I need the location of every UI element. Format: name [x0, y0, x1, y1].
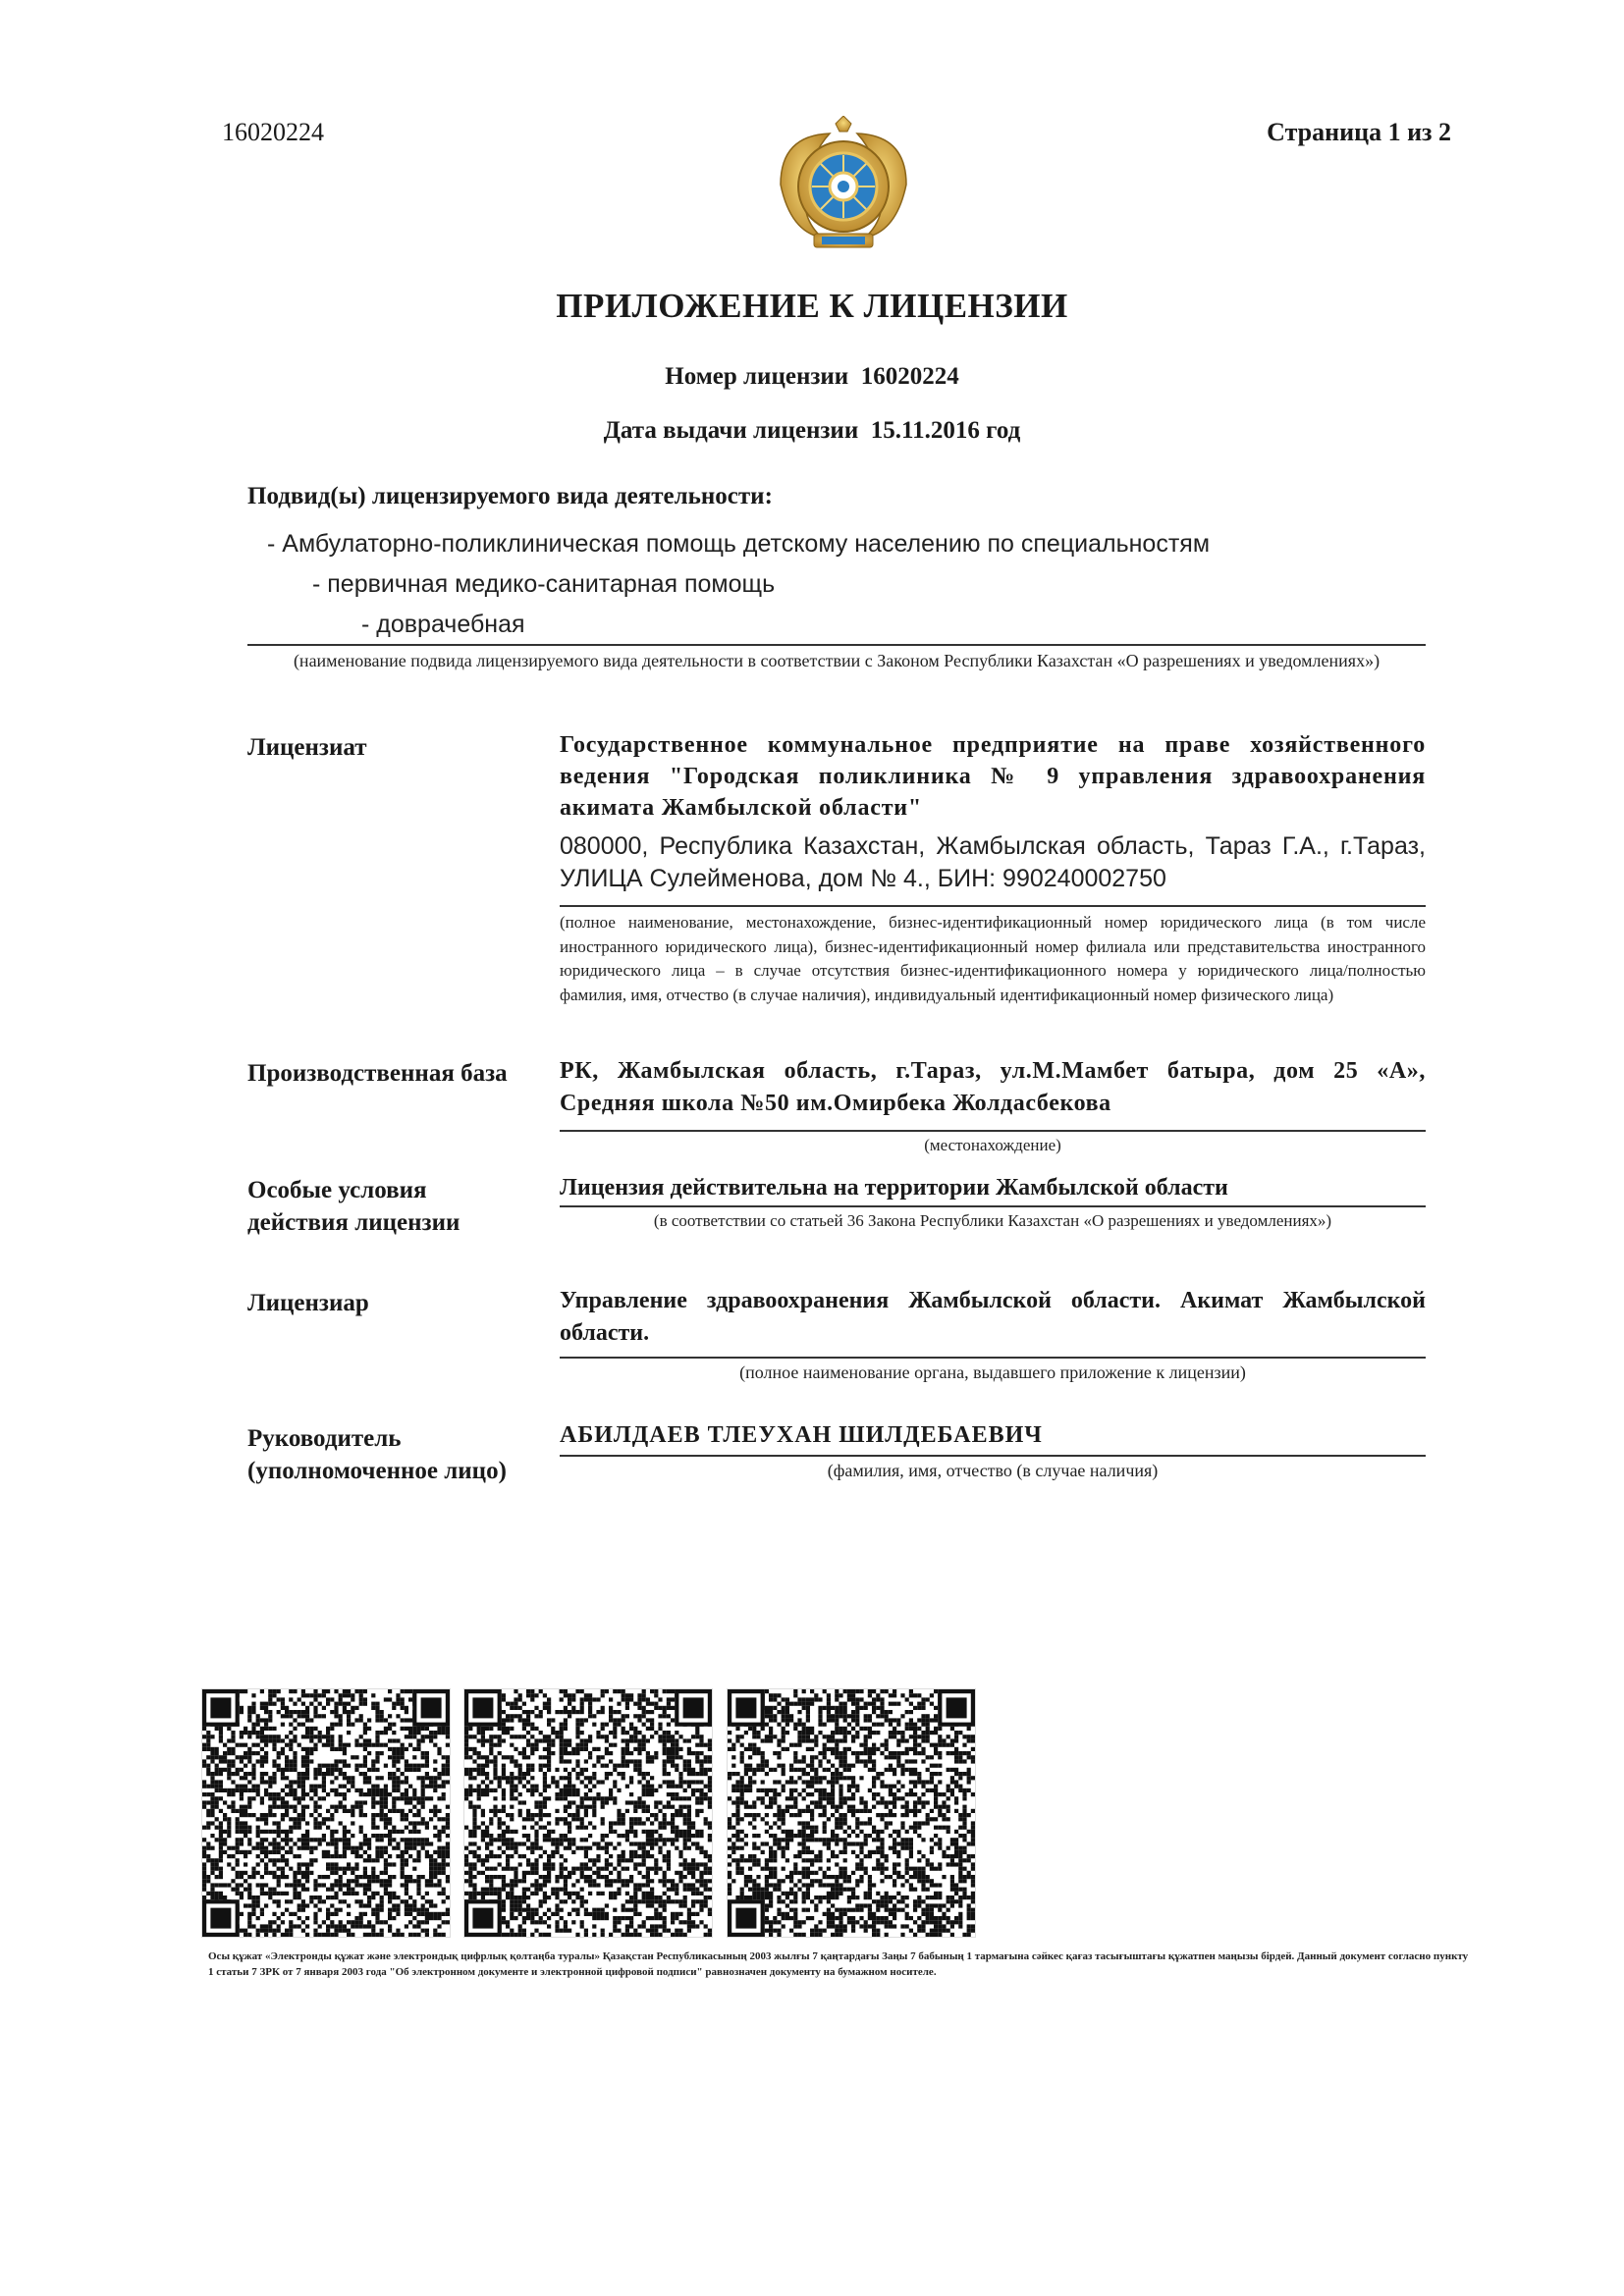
divider: [560, 1357, 1426, 1359]
licensee-name: Государственное коммунальное предприятие на праве хозяйственного ведения "Городская поликлиника № 9 управления здравоохранения акимата Жамбылской области": [560, 732, 1426, 821]
head-label-line2: (уполномоченное лицо): [247, 1458, 507, 1484]
production-base-label: Производственная база: [247, 1060, 508, 1087]
licensor-label: Лицензиар: [247, 1290, 369, 1316]
subtype-item: - Амбулаторно-поликлиническая помощь детскому населению по специальностям: [267, 530, 1211, 558]
license-number-line: [0, 363, 1624, 391]
production-base-caption: (местонахождение): [924, 1136, 1061, 1154]
kazakhstan-emblem-icon: [771, 116, 916, 261]
qr-code-icon: [727, 1688, 976, 1938]
qr-code-icon: [463, 1688, 713, 1938]
subtype-item: - первичная медико-санитарная помощь: [312, 570, 776, 598]
license-number-label: Номер лицензии: [665, 363, 849, 390]
document-number: 16020224: [222, 118, 324, 146]
special-conditions-label-line1: Особые условия: [247, 1177, 427, 1203]
footnote: Осы құжат «Электронды құжат және электрондық цифрлық қолтаңба туралы» Қазақстан Республикасының 2003 жылғы 7 қаңтардағы Заңы 7 бабының 1 тармағына сәйкес қағаз тасығыштағы құжатпен маңызы бірдей. Данный документ согласно пункту 1 статьи 7 ЗРК от 7 января 2003 года "Об электронном документе и электронной цифровой подписи" равнозначен документу на бумажном носителе.: [208, 1950, 1469, 1978]
page-indicator: Страница 1 из 2: [1267, 118, 1451, 146]
license-date-value: 15.11.2016 год: [870, 417, 1021, 444]
subtypes-heading: Подвид(ы) лицензируемого вида деятельности:: [247, 483, 773, 509]
special-conditions-label: [247, 1174, 460, 1239]
licensee-caption: (полное наименование, местонахождение, бизнес-идентификационный номер юридического лица (в том числе иностранного юридического лица), бизнес-идентификационный номер филиала или представительства иностранного юридического лица – в случае отсутствия бизнес-идентификационного номера у юридического лица/полностью фамилия, имя, отчество (в случае наличия), индивидуальный идентификационный номер физического лица): [560, 913, 1426, 1004]
qr-code-icon: [201, 1688, 451, 1938]
license-number-value: 16020224: [860, 363, 959, 390]
special-conditions-label-line2: действия лицензии: [247, 1209, 460, 1236]
divider: [560, 1130, 1426, 1132]
license-date-label: Дата выдачи лицензии: [603, 417, 859, 444]
divider: [247, 644, 1426, 646]
divider: [560, 905, 1426, 907]
head-value: АБИЛДАЕВ ТЛЕУХАН ШИЛДЕБАЕВИЧ: [560, 1422, 1043, 1448]
special-conditions-value: Лицензия действительна на территории Жамбылской области: [560, 1175, 1228, 1201]
licensor-value: Управление здравоохранения Жамбылской области. Акимат Жамбылской области.: [560, 1288, 1426, 1346]
divider: [560, 1455, 1426, 1457]
divider: [560, 1205, 1426, 1207]
licensee-address: 080000, Республика Казахстан, Жамбылская область, Тараз Г.А., г.Тараз, УЛИЦА Сулейменова, дом № 4., БИН: 990240002750: [560, 832, 1426, 892]
subtypes-caption: (наименование подвида лицензируемого вида деятельности в соответствии с Законом Республики Казахстан «О разрешениях и уведомлениях»): [293, 651, 1380, 670]
page-title: ПРИЛОЖЕНИЕ К ЛИЦЕНЗИИ: [556, 287, 1068, 325]
special-conditions-caption: (в соответствии со статьей 36 Закона Республики Казахстан «О разрешениях и уведомлениях»): [653, 1211, 1332, 1230]
license-date-line: [0, 417, 1624, 445]
head-label: [247, 1422, 507, 1487]
licensee-label: Лицензиат: [247, 734, 367, 761]
head-caption: (фамилия, имя, отчество (в случае наличия): [827, 1461, 1159, 1480]
head-label-line1: Руководитель: [247, 1425, 402, 1452]
subtype-item: - доврачебная: [361, 611, 525, 638]
production-base-value: РК, Жамбылская область, г.Тараз, ул.М.Мамбет батыра, дом 25 «А», Средняя школа №50 им.Омирбека Жолдасбекова: [560, 1058, 1426, 1116]
licensor-caption: (полное наименование органа, выдавшего приложение к лицензии): [739, 1362, 1246, 1382]
